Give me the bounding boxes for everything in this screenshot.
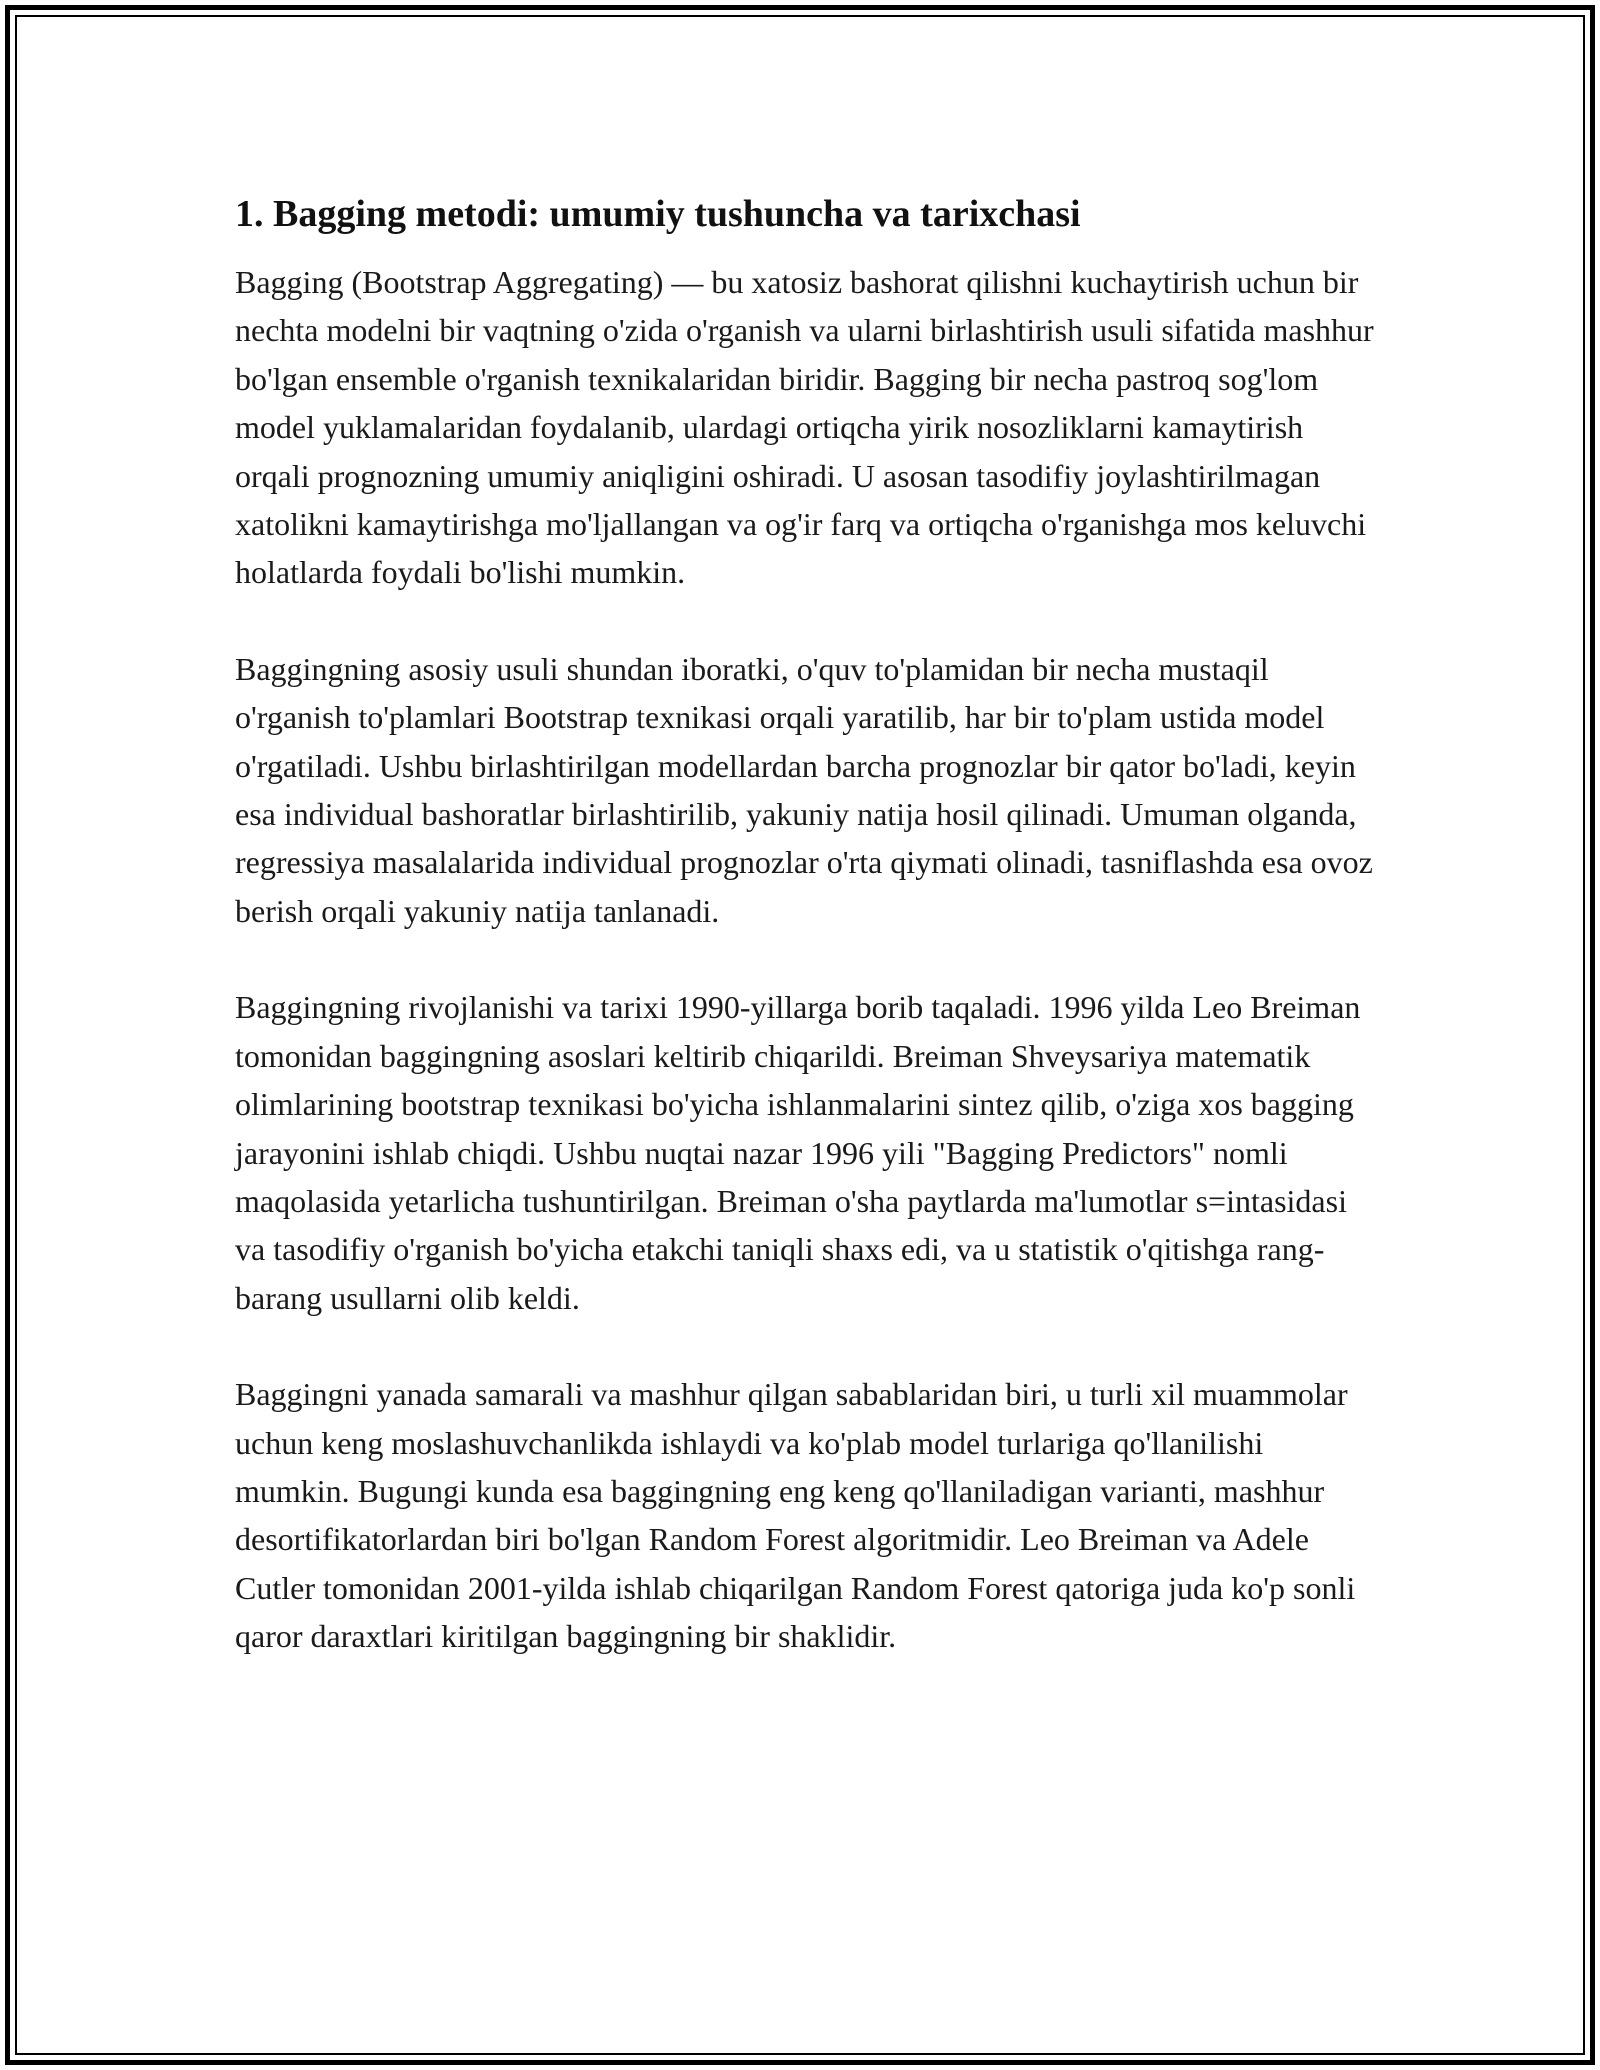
paragraph-definition: Bagging (Bootstrap Aggregating) — bu xatosiz bashorat qilishni kuchaytirish uchun bir nechta modelni bir vaqtning o'zida o'rganish va ularni birlashtirish usuli sifatida mashhur bo'lgan ensemble o'rganish texnikalaridan biridir. Bagging bir necha pastroq sog'lom model yuklamalaridan foydalanib, ulardagi ortiqcha yirik nosozliklarni kamaytirish orqali prognozning umumiy aniqligini oshiradi. U asosan tasodifiy joylashtirilmagan xatolikni kamaytirishga mo'ljallangan va og'ir farq va ortiqcha o'rganishga mos keluvchi holatlarda foydali bo'lishi mumkin. [235, 264, 1374, 591]
paragraph-history: Baggingning rivojlanishi va tarixi 1990-yillarga borib taqaladi. 1996 yilda Leo Breiman tomonidan baggingning asoslari keltirib chiqarildi. Breiman Shveysariya matematik olimlarining bootstrap texnikasi bo'yicha ishlanmalarini sintez qilib, o'ziga xos bagging jarayonini ishlab chiqdi. Ushbu nuqtai nazar 1996 yili "Bagging Predictors" nomli maqolasida yetarlicha tushuntirilgan. Breiman o'sha paytlarda ma'lumotlar s=intasidasi va tasodifiy o'rganish bo'yicha etakchi taniqli shaxs edi, va u statistik o'qitishga rang-barang usullarni olib keldi. [235, 989, 1361, 1316]
document-body [235, 188, 1375, 1661]
paragraph-random-forest: Baggingni yanada samarali va mashhur qilgan sabablaridan biri, u turli xil muammolar uchun keng moslashuvchanlikda ishlaydi va ko'plab model turlariga qo'llanilishi mumkin. Bugungi kunda esa baggingning eng keng qo'llaniladigan varianti, mashhur desortifikatorlardan biri bo'lgan Random Forest algoritmidir. Leo Breiman va Adele Cutler tomonidan 2001-yilda ishlab chiqarilgan Random Forest qatoriga juda ko'p sonli qaror daraxtlari kiritilgan baggingning bir shaklidir. [235, 1376, 1356, 1655]
paragraph-method: Baggingning asosiy usuli shundan iboratki, o'quv to'plamidan bir necha mustaqil o'rganish to'plamlari Bootstrap texnikasi orqali yaratilib, har bir to'plam ustida model o'rgatiladi. Ushbu birlashtirilgan modellardan barcha prognozlar bir qator bo'ladi, keyin esa individual bashoratlar birlashtirilib, yakuniy natija hosil qilinadi. Umuman olganda, regressiya masalalarida individual prognozlar o'rta qiymati olinadi, tasniflashda esa ovoz berish orqali yakuniy natija tanlanadi. [235, 650, 1373, 929]
section-heading: 1. Bagging metodi: umumiy tushuncha va tarixchasi [235, 193, 1081, 235]
